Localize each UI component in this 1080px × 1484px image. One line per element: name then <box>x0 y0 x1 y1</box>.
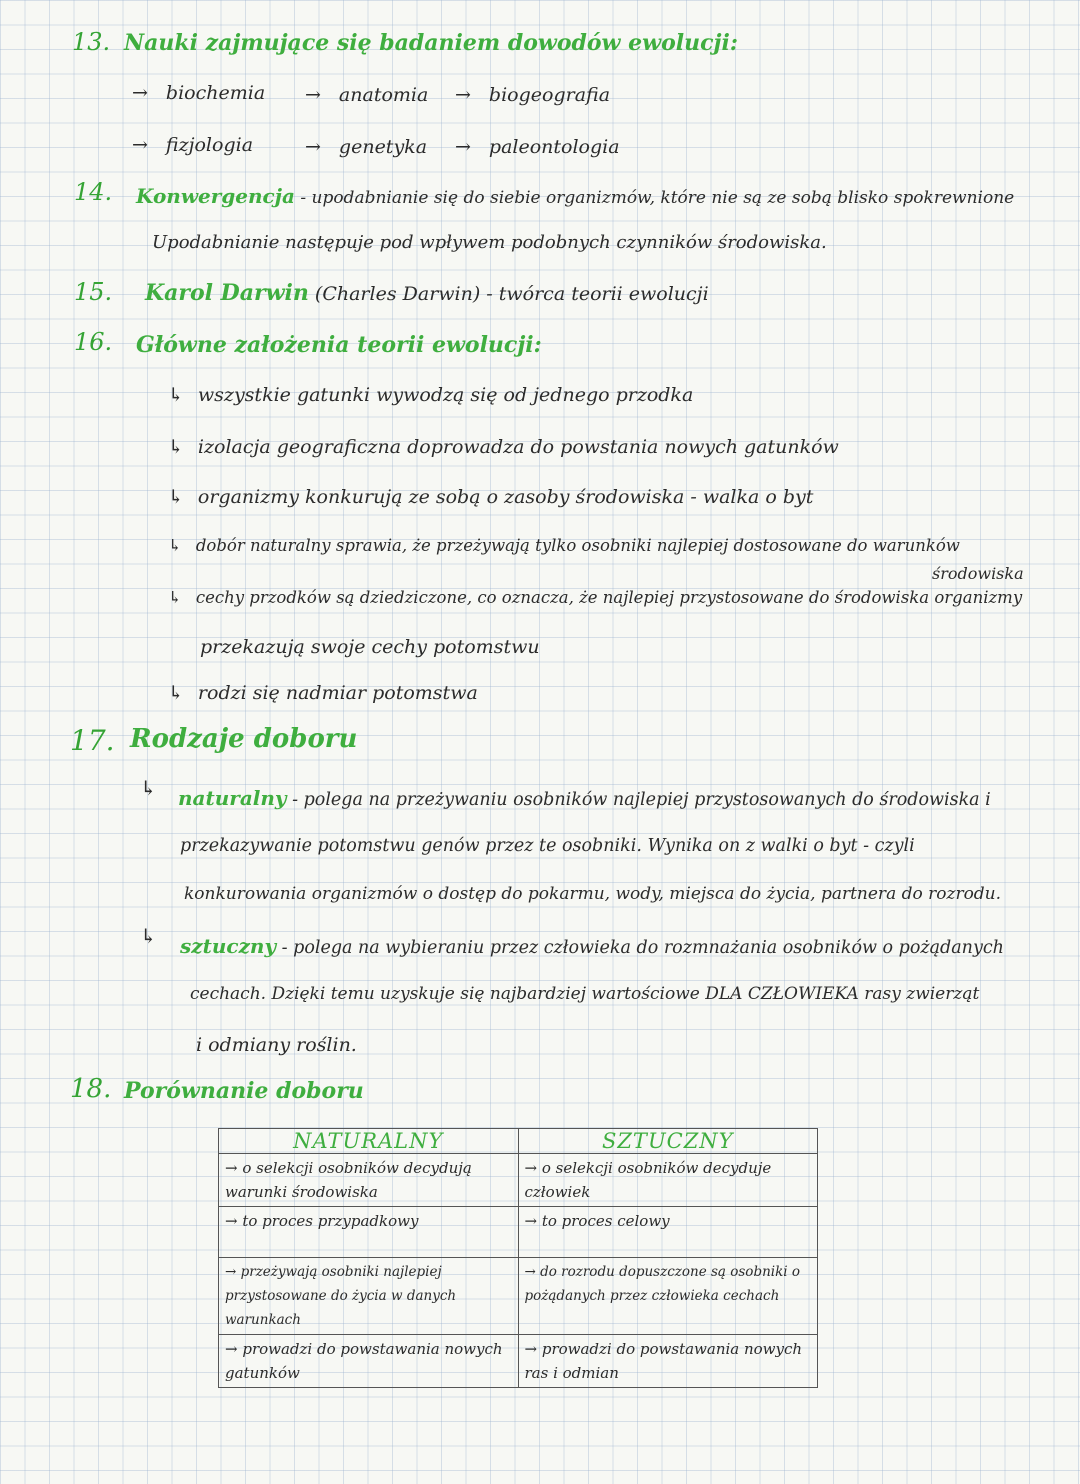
section-16-title: Główne założenia teorii ewolucji: <box>136 332 542 358</box>
table-cell: → o selekcji osobników decydują warunki środowiska <box>219 1154 519 1207</box>
hook-arrow-icon: ↳ <box>168 588 182 607</box>
table-header-row <box>219 1129 818 1154</box>
natural-line-1 <box>178 786 991 810</box>
hook-arrow-icon: ↳ <box>140 776 157 800</box>
artificial-line-1 <box>180 934 1004 958</box>
table-cell: → to proces przypadkowy <box>219 1207 519 1258</box>
section-15-text <box>145 280 709 306</box>
science-label: biochemia <box>165 82 266 104</box>
science-label: paleontologia <box>488 136 620 158</box>
arrow-right-icon: → <box>305 84 321 106</box>
natural-text: - polega na przeżywaniu osobników najlepiej przystosowanych do środowiska i <box>292 790 991 810</box>
term-naturalny: naturalny <box>178 786 287 810</box>
list-item-text: cechy przodków są dziedziczone, co oznacza, że najlepiej przystosowane do środowiska organizmy <box>195 588 1023 607</box>
table-cell: → prowadzi do powstawania nowych gatunków <box>219 1335 519 1388</box>
hook-arrow-icon: ↳ <box>168 682 184 704</box>
list-item <box>168 384 693 406</box>
list-item-text: izolacja geograficzna doprowadza do powstania nowych gatunków <box>197 436 839 458</box>
artificial-line-2: cechach. Dzięki temu uzyskuje się najbardziej wartościowe DLA CZŁOWIEKA rasy zwierząt <box>190 984 980 1004</box>
list-item <box>168 486 813 508</box>
table-cell: → przeżywają osobniki najlepiej przystosowane do życia w danych warunkach <box>219 1258 519 1335</box>
list-item-continuation: środowiska <box>932 564 1024 583</box>
arrow-right-icon: → <box>305 136 321 158</box>
list-item-continuation: przekazują swoje cechy potomstwu <box>200 636 540 658</box>
natural-line-2: przekazywanie potomstwu genów przez te osobniki. Wynika on z walki o byt - czyli <box>180 836 915 856</box>
list-item-text: wszystkie gatunki wywodzą się od jednego przodka <box>197 384 694 406</box>
arrow-right-icon: → <box>455 136 471 158</box>
hook-arrow-icon: ↳ <box>168 536 182 555</box>
science-item <box>455 84 610 106</box>
science-item <box>305 84 428 106</box>
section-15-number: 15. <box>74 278 113 306</box>
section-14-number: 14. <box>74 178 113 206</box>
science-item <box>455 136 620 158</box>
table-cell: → to proces celowy <box>518 1207 818 1258</box>
term-sztuczny: sztuczny <box>180 934 277 958</box>
table-row <box>219 1335 818 1388</box>
darwin-description: (Charles Darwin) - twórca teorii ewolucji <box>314 283 709 305</box>
table-cell: → prowadzi do powstawania nowych ras i odmian <box>518 1335 818 1388</box>
section-13-title: Nauki zajmujące się badaniem dowodów ewolucji: <box>124 30 738 56</box>
definition-text: - upodabnianie się do siebie organizmów, które nie są ze sobą blisko spokrewnione <box>300 188 1015 208</box>
section-13-number: 13. <box>72 28 111 56</box>
list-item-text: organizmy konkurują ze sobą o zasoby środowiska - walka o byt <box>197 486 814 508</box>
hook-arrow-icon: ↳ <box>168 436 184 458</box>
science-item <box>132 82 265 104</box>
hook-arrow-icon: ↳ <box>168 486 184 508</box>
list-item <box>168 682 478 704</box>
section-16-number: 16. <box>74 328 113 356</box>
science-label: biogeografia <box>488 84 611 106</box>
list-item <box>168 588 1022 607</box>
science-item <box>132 134 253 156</box>
table-row <box>219 1154 818 1207</box>
science-label: fizjologia <box>165 134 254 156</box>
science-label: genetyka <box>338 136 428 158</box>
section-17-title: Rodzaje doboru <box>130 724 358 754</box>
header-natural: NATURALNY <box>219 1129 519 1154</box>
arrow-right-icon: → <box>455 84 471 106</box>
artificial-line-3: i odmiany roślin. <box>196 1034 357 1056</box>
hook-arrow-icon: ↳ <box>140 924 157 948</box>
table-cell: → do rozrodu dopuszczone są osobniki o pożądanych przez człowieka cechach <box>518 1258 818 1335</box>
list-item-text: dobór naturalny sprawia, że przeżywają tylko osobniki najlepiej dostosowane do warunków <box>195 536 960 555</box>
section-17-number: 17. <box>70 724 115 757</box>
list-item <box>168 436 839 458</box>
artificial-text: - polega na wybieraniu przez człowieka do rozmnażania osobników o pożądanych <box>281 938 1004 958</box>
table-cell: → o selekcji osobników decyduje człowiek <box>518 1154 818 1207</box>
arrow-right-icon: → <box>132 134 148 156</box>
term-konwergencja: Konwergencja <box>136 184 295 208</box>
header-artificial: SZTUCZNY <box>518 1129 818 1154</box>
science-item <box>305 136 427 158</box>
list-item <box>168 536 960 555</box>
section-18-title: Porównanie doboru <box>124 1078 364 1104</box>
darwin-name: Karol Darwin <box>145 280 309 306</box>
table-row <box>219 1207 818 1258</box>
section-14-line2: Upodabnianie następuje pod wpływem podobnych czynników środowiska. <box>152 232 827 253</box>
section-18-number: 18. <box>70 1074 112 1104</box>
section-14-line1 <box>136 184 1014 208</box>
natural-line-3: konkurowania organizmów o dostęp do pokarmu, wody, miejsca do życia, partnera do rozrodu. <box>184 884 1002 904</box>
comparison-table <box>218 1128 818 1388</box>
list-item-text: rodzi się nadmiar potomstwa <box>197 682 478 704</box>
science-label: anatomia <box>338 84 429 106</box>
hook-arrow-icon: ↳ <box>168 384 184 406</box>
arrow-right-icon: → <box>132 82 148 104</box>
table-row <box>219 1258 818 1335</box>
